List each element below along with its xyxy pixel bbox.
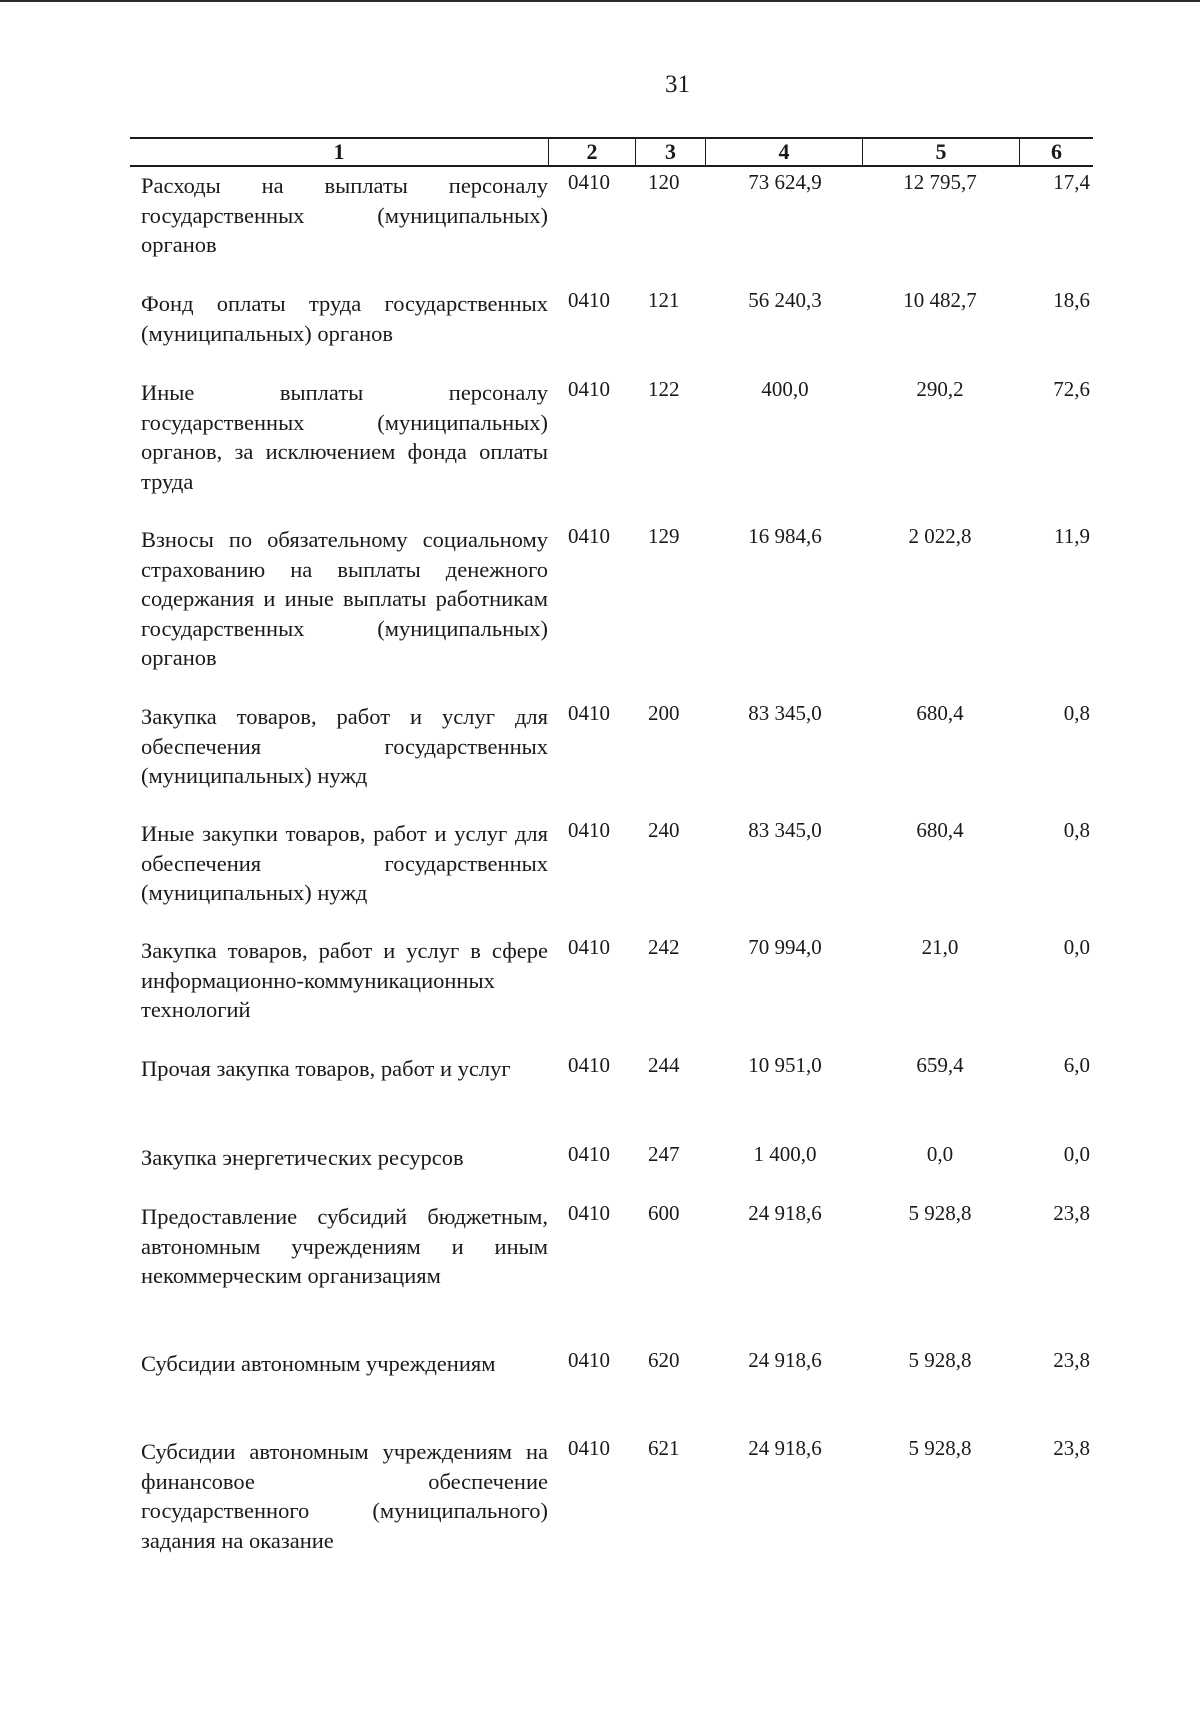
row-plan-value: 56 240,3 xyxy=(748,288,822,312)
row-name: Расходы на выплаты персоналу государственных (муниципальных) органов xyxy=(141,173,548,257)
page-number: 31 xyxy=(665,71,690,98)
row-percent: 17,4 xyxy=(1053,170,1090,194)
row-plan-value: 10 951,0 xyxy=(748,1053,822,1077)
header-col-4: 4 xyxy=(705,139,862,165)
row-section-code: 0410 xyxy=(568,524,610,548)
row-plan-value: 24 918,6 xyxy=(748,1201,822,1225)
row-plan-value: 83 345,0 xyxy=(748,701,822,725)
row-section-code: 0410 xyxy=(568,1201,610,1225)
row-expense-type: 121 xyxy=(648,288,680,312)
row-expense-type: 240 xyxy=(648,818,680,842)
row-percent: 6,0 xyxy=(1063,1053,1090,1077)
row-name: Закупка товаров, работ и услуг для обеспечения государственных (муниципальных) нужд xyxy=(141,704,548,788)
row-expense-type: 242 xyxy=(648,935,680,959)
row-actual-value: 5 928,8 xyxy=(908,1436,972,1460)
row-section-code: 0410 xyxy=(568,1348,610,1372)
row-name: Взносы по обязательному социальному страхованию на выплаты денежного содержания и иные выплаты работникам государственных (муниципальных) органов xyxy=(141,527,548,670)
row-section-code: 0410 xyxy=(568,1436,610,1460)
row-section-code: 0410 xyxy=(568,1142,610,1166)
row-percent: 23,8 xyxy=(1053,1201,1090,1225)
row-name: Иные выплаты персоналу государственных (муниципальных) органов, за исключением фонда оплаты труда xyxy=(141,380,548,494)
row-actual-value: 290,2 xyxy=(916,377,964,401)
row-name: Фонд оплаты труда государственных (муниципальных) органов xyxy=(141,291,548,346)
table-header-row xyxy=(130,137,1093,167)
row-expense-type: 247 xyxy=(648,1142,680,1166)
row-plan-value: 1 400,0 xyxy=(753,1142,817,1166)
row-actual-value: 21,0 xyxy=(921,935,959,959)
row-percent: 0,8 xyxy=(1063,818,1090,842)
row-actual-value: 680,4 xyxy=(916,818,964,842)
row-expense-type: 600 xyxy=(648,1201,680,1225)
row-expense-type: 621 xyxy=(648,1436,680,1460)
row-name: Прочая закупка товаров, работ и услуг xyxy=(141,1056,511,1081)
row-section-code: 0410 xyxy=(568,1053,610,1077)
row-expense-type: 129 xyxy=(648,524,680,548)
row-plan-value: 73 624,9 xyxy=(748,170,822,194)
header-col-6: 6 xyxy=(1019,139,1093,165)
row-section-code: 0410 xyxy=(568,170,610,194)
row-section-code: 0410 xyxy=(568,818,610,842)
row-percent: 18,6 xyxy=(1053,288,1090,312)
row-expense-type: 122 xyxy=(648,377,680,401)
row-percent: 0,0 xyxy=(1063,935,1090,959)
scan-edge xyxy=(0,0,1200,2)
row-section-code: 0410 xyxy=(568,377,610,401)
row-name: Закупка товаров, работ и услуг в сфере информационно-коммуникационных технологий xyxy=(141,938,548,1022)
row-plan-value: 24 918,6 xyxy=(748,1436,822,1460)
row-plan-value: 83 345,0 xyxy=(748,818,822,842)
row-percent: 11,9 xyxy=(1054,524,1090,548)
row-name: Иные закупки товаров, работ и услуг для обеспечения государственных (муниципальных) нужд xyxy=(141,821,548,905)
budget-table xyxy=(130,137,1093,1553)
row-actual-value: 12 795,7 xyxy=(903,170,977,194)
row-actual-value: 659,4 xyxy=(916,1053,964,1077)
row-plan-value: 400,0 xyxy=(761,377,809,401)
row-expense-type: 620 xyxy=(648,1348,680,1372)
row-percent: 0,8 xyxy=(1063,701,1090,725)
row-section-code: 0410 xyxy=(568,935,610,959)
row-name: Субсидии автономным учреждениям xyxy=(141,1351,496,1376)
row-actual-value: 680,4 xyxy=(916,701,964,725)
row-expense-type: 120 xyxy=(648,170,680,194)
row-actual-value: 0,0 xyxy=(926,1142,954,1166)
row-percent: 23,8 xyxy=(1053,1348,1090,1372)
row-percent: 23,8 xyxy=(1053,1436,1090,1460)
row-name: Субсидии автономным учреждениям на финансовое обеспечение государственного (муниципального) задания на оказание xyxy=(141,1439,548,1553)
row-percent: 0,0 xyxy=(1063,1142,1090,1166)
row-plan-value: 70 994,0 xyxy=(748,935,822,959)
row-actual-value: 10 482,7 xyxy=(903,288,977,312)
row-plan-value: 16 984,6 xyxy=(748,524,822,548)
row-actual-value: 5 928,8 xyxy=(908,1348,972,1372)
row-name: Предоставление субсидий бюджетным, автономным учреждениям и иным некоммерческим организациям xyxy=(141,1204,548,1288)
row-actual-value: 2 022,8 xyxy=(908,524,972,548)
row-actual-value: 5 928,8 xyxy=(908,1201,972,1225)
row-section-code: 0410 xyxy=(568,701,610,725)
row-expense-type: 200 xyxy=(648,701,680,725)
header-col-5: 5 xyxy=(862,139,1019,165)
row-percent: 72,6 xyxy=(1053,377,1090,401)
header-col-3: 3 xyxy=(635,139,705,165)
row-section-code: 0410 xyxy=(568,288,610,312)
row-plan-value: 24 918,6 xyxy=(748,1348,822,1372)
row-name: Закупка энергетических ресурсов xyxy=(141,1145,464,1170)
header-col-1: 1 xyxy=(333,139,345,164)
row-expense-type: 244 xyxy=(648,1053,680,1077)
header-col-2: 2 xyxy=(548,139,635,165)
